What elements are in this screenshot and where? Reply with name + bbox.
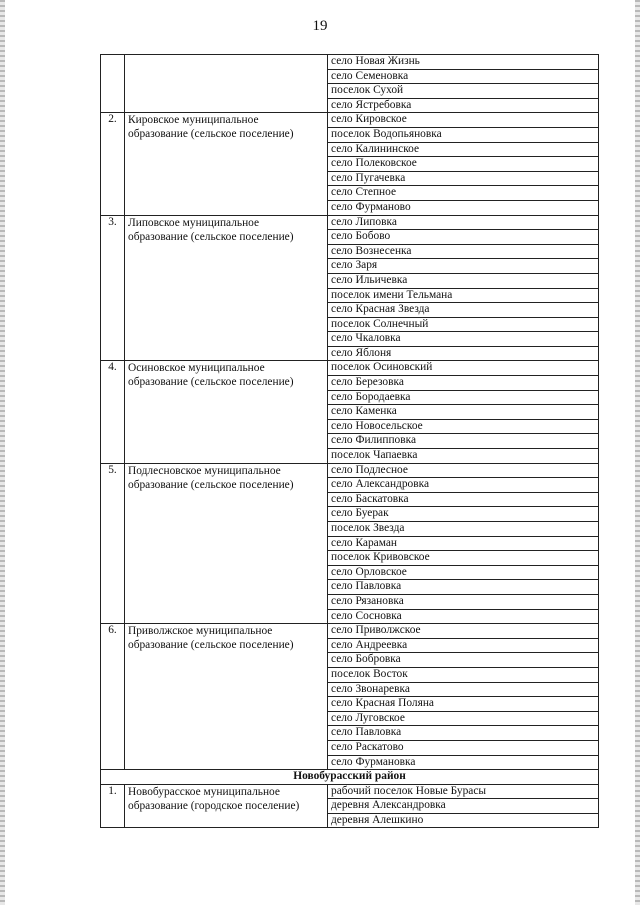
settlement-name: село Фурмановка: [328, 755, 599, 770]
municipality-name-line: Липовское муниципальное: [128, 216, 260, 229]
settlement-name: поселок Водопьяновка: [328, 127, 599, 142]
settlement-name: село Полековское: [328, 157, 599, 172]
row-number: [101, 55, 125, 113]
settlement-name: село Приволжское: [328, 624, 599, 639]
settlement-name: село Павловка: [328, 726, 599, 741]
settlement-name: село Пугачевка: [328, 171, 599, 186]
settlement-name: село Буерак: [328, 507, 599, 522]
settlement-name: поселок Звезда: [328, 522, 599, 537]
table-row: [101, 215, 599, 230]
settlement-name: село Яблоня: [328, 346, 599, 361]
municipality-name: [125, 113, 328, 215]
settlements-table: [100, 54, 599, 828]
row-number: 4.: [101, 361, 125, 463]
settlement-name: село Подлесное: [328, 463, 599, 478]
row-number: 1.: [101, 784, 125, 828]
table-row: [101, 624, 599, 639]
table-row: [101, 55, 599, 70]
district-heading: Новобурасский район: [101, 770, 599, 785]
municipality-name-line: образование (сельское поселение): [128, 639, 294, 652]
municipality-name: [125, 784, 328, 828]
municipality-name-line: образование (сельское поселение): [128, 376, 294, 389]
municipality-name-line: Приволжское муниципальное: [128, 625, 273, 638]
municipality-name: [125, 361, 328, 463]
page-number: 19: [312, 18, 328, 34]
municipality-name: [125, 624, 328, 770]
settlement-name: село Ястребовка: [328, 98, 599, 113]
settlements-table-body: [101, 55, 599, 828]
settlement-name: село Бобровка: [328, 653, 599, 668]
municipality-name-line: Подлесновское муниципальное: [128, 464, 281, 477]
municipality-name: [125, 215, 328, 361]
settlement-name: село Ильичевка: [328, 273, 599, 288]
settlement-name: село Красная Поляна: [328, 697, 599, 712]
municipality-name: [125, 463, 328, 624]
table-row: [101, 463, 599, 478]
settlement-name: село Степное: [328, 186, 599, 201]
table-row: [101, 361, 599, 376]
settlement-name: поселок имени Тельмана: [328, 288, 599, 303]
settlement-name: село Сосновка: [328, 609, 599, 624]
settlement-name: село Филипповка: [328, 434, 599, 449]
municipality-name-line: образование (сельское поселение): [128, 478, 294, 491]
municipality-name-line: Новобурасское муниципальное: [128, 785, 280, 798]
settlement-name: село Бородаевка: [328, 390, 599, 405]
scan-edge-left: [0, 0, 5, 905]
municipality-name: [125, 55, 328, 113]
municipality-name-line: образование (сельское поселение): [128, 230, 294, 243]
settlement-name: село Андреевка: [328, 638, 599, 653]
row-number: 5.: [101, 463, 125, 624]
row-number: 2.: [101, 113, 125, 215]
district-heading-row: [101, 770, 599, 785]
settlement-name: село Заря: [328, 259, 599, 274]
settlement-name: село Липовка: [328, 215, 599, 230]
table-row: [101, 784, 599, 799]
settlement-name: деревня Алешкино: [328, 813, 599, 828]
settlement-name: село Семеновка: [328, 69, 599, 84]
settlement-name: село Березовка: [328, 376, 599, 391]
settlement-name: поселок Восток: [328, 667, 599, 682]
settlement-name: село Звонаревка: [328, 682, 599, 697]
settlement-name: поселок Кривовское: [328, 551, 599, 566]
row-number: 3.: [101, 215, 125, 361]
settlement-name: село Рязановка: [328, 594, 599, 609]
settlement-name: село Каменка: [328, 405, 599, 420]
settlement-name: село Калининское: [328, 142, 599, 157]
scan-edge-right: [635, 0, 640, 905]
settlement-name: село Чкаловка: [328, 332, 599, 347]
settlement-name: рабочий поселок Новые Бурасы: [328, 784, 599, 799]
settlement-name: поселок Сухой: [328, 84, 599, 99]
municipality-name-line: образование (городское поселение): [128, 799, 300, 812]
settlement-name: село Новосельское: [328, 419, 599, 434]
table-row: [101, 113, 599, 128]
settlement-name: село Новая Жизнь: [328, 55, 599, 70]
settlement-name: село Караман: [328, 536, 599, 551]
settlement-name: деревня Александровка: [328, 799, 599, 814]
settlement-name: село Павловка: [328, 580, 599, 595]
settlement-name: село Красная Звезда: [328, 303, 599, 318]
settlement-name: село Раскатово: [328, 740, 599, 755]
row-number: 6.: [101, 624, 125, 770]
municipality-name-line: Кировское муниципальное: [128, 114, 259, 127]
settlement-name: поселок Осиновский: [328, 361, 599, 376]
settlement-name: село Орловское: [328, 565, 599, 580]
settlement-name: село Луговское: [328, 711, 599, 726]
municipality-name-line: образование (сельское поселение): [128, 128, 294, 141]
settlement-name: село Александровка: [328, 478, 599, 493]
settlement-name: село Фурманово: [328, 200, 599, 215]
settlement-name: поселок Солнечный: [328, 317, 599, 332]
settlement-name: село Кировское: [328, 113, 599, 128]
settlement-name: село Вознесенка: [328, 244, 599, 259]
municipality-name-line: Осиновское муниципальное: [128, 362, 265, 375]
settlement-name: село Баскатовка: [328, 492, 599, 507]
settlement-name: село Бобово: [328, 230, 599, 245]
settlement-name: поселок Чапаевка: [328, 449, 599, 464]
